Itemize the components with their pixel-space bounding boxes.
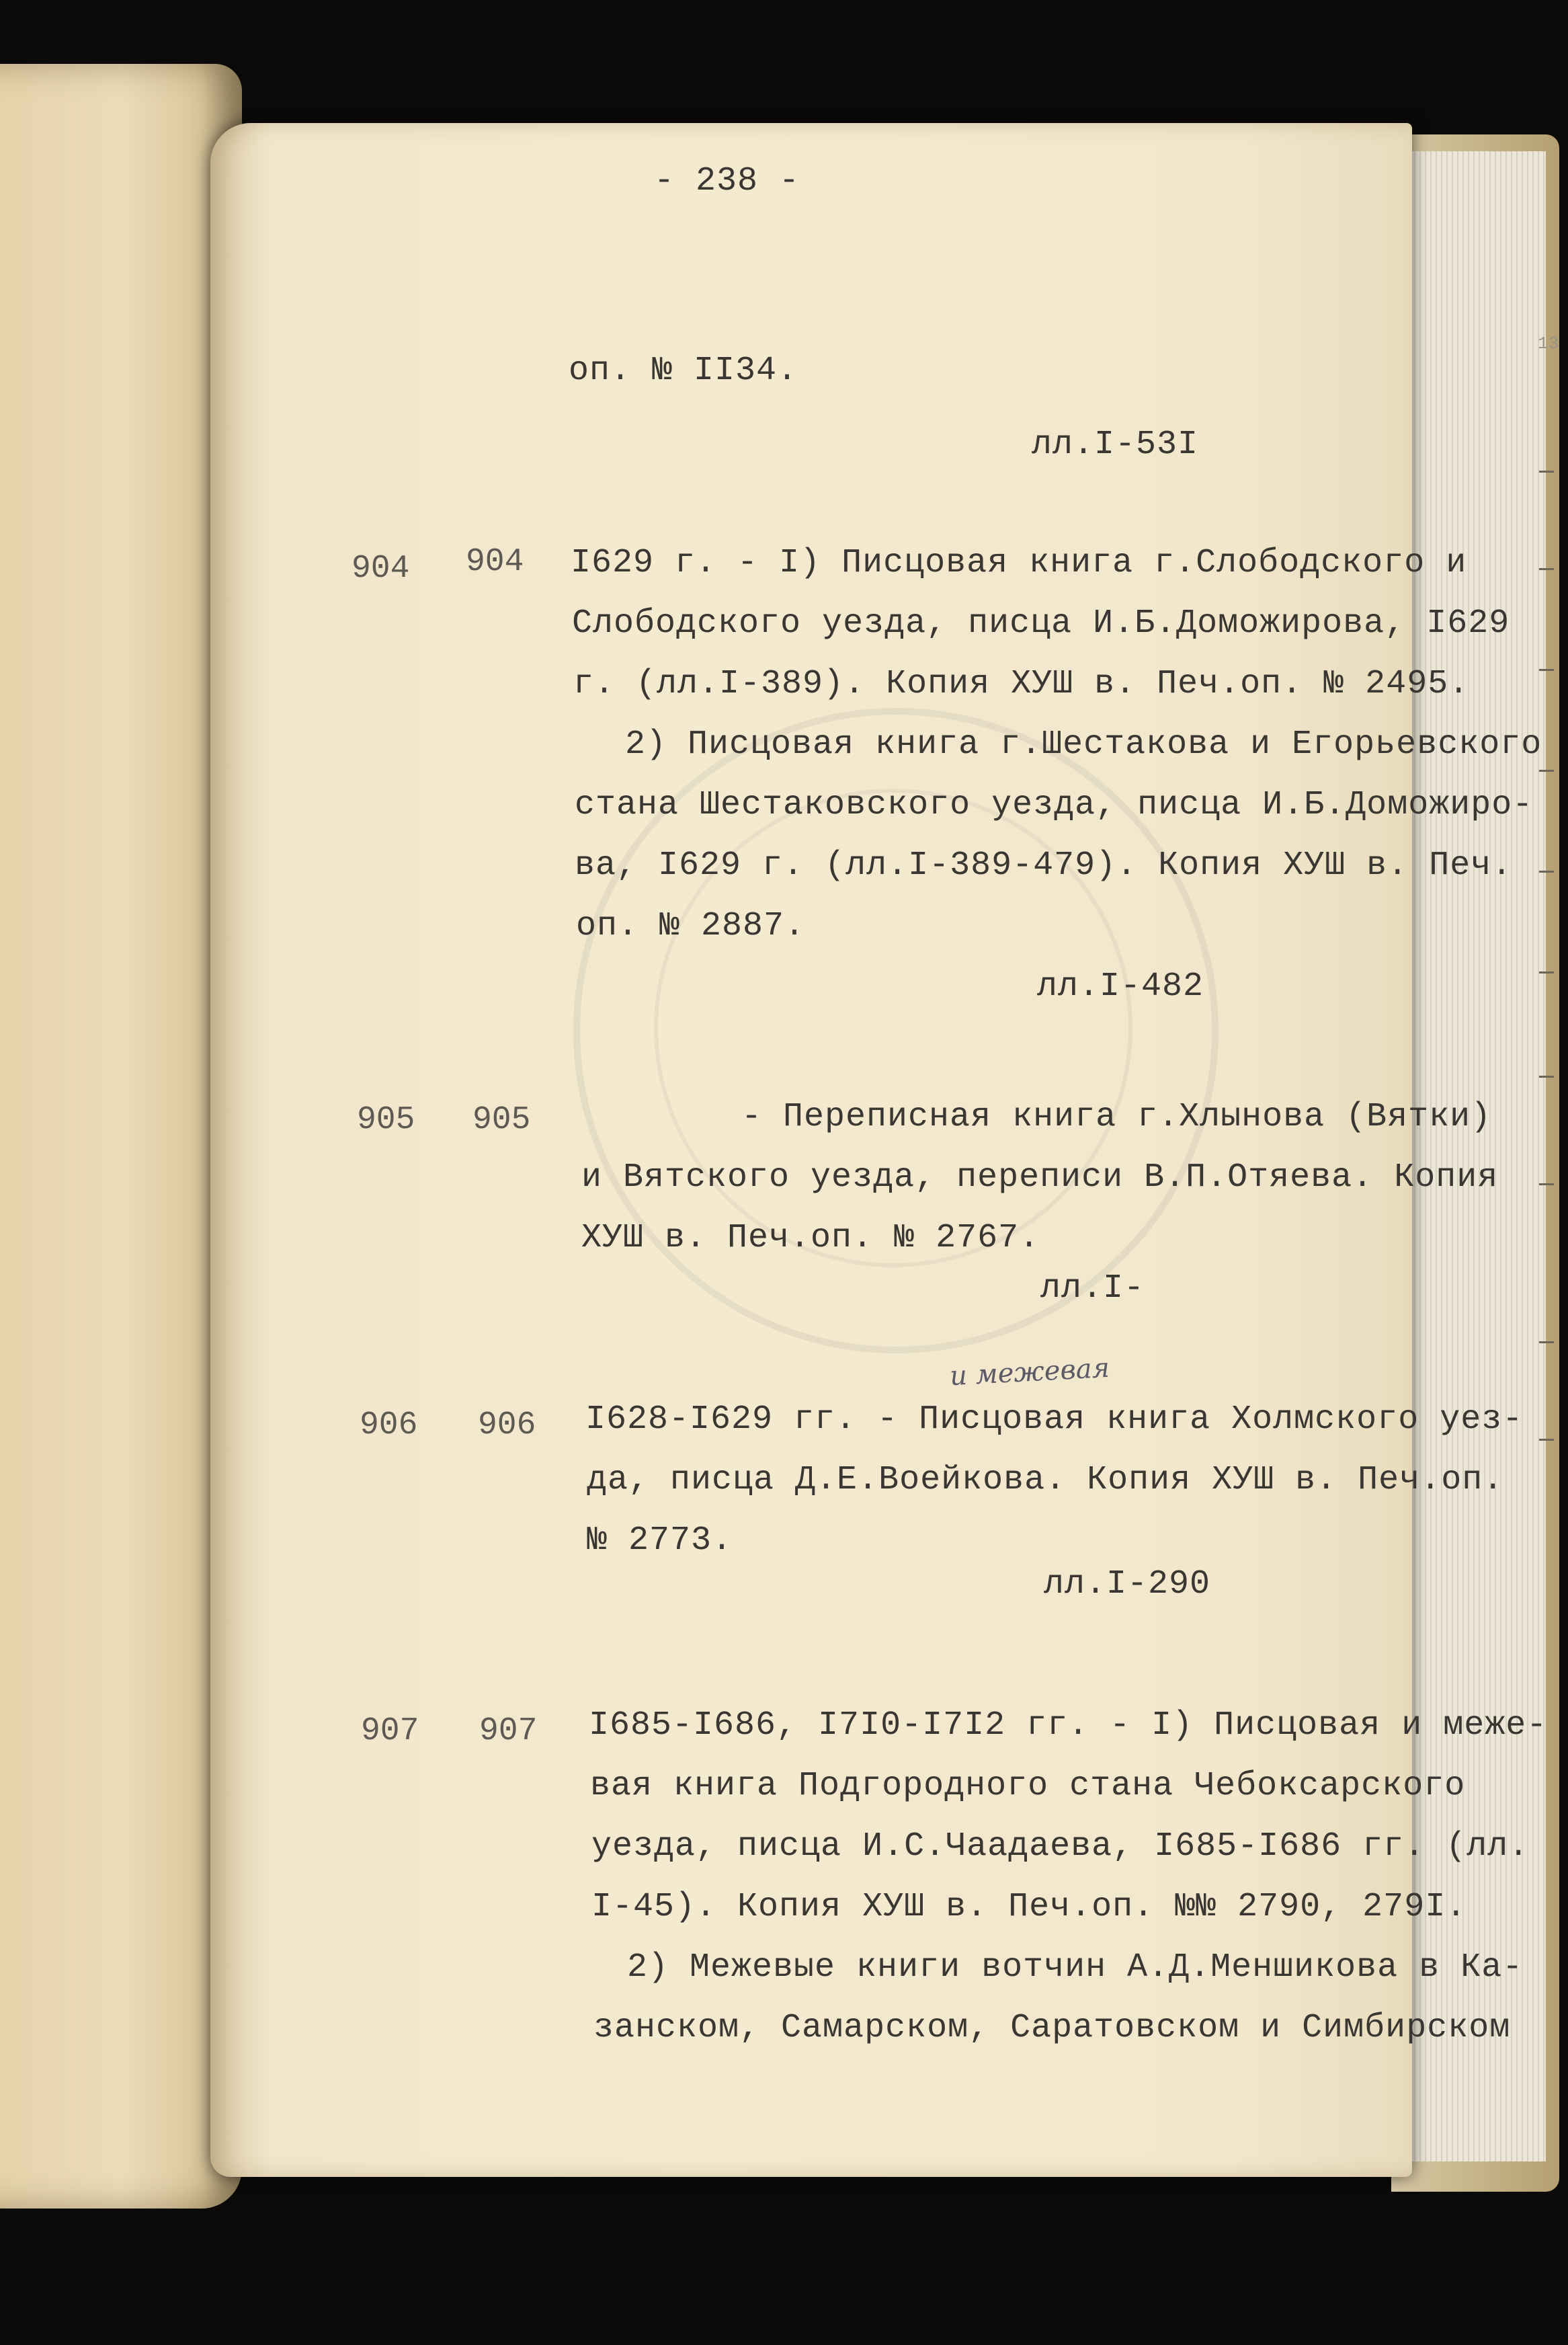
entry-line: занском, Самарском, Саратовском и Симбирском [593,2009,1511,2047]
tab-marker [1539,770,1554,772]
tab-marker [1539,1076,1554,1078]
entry-number: 906 [478,1407,536,1443]
entry-line: I-45). Копия ХУШ в. Печ.оп. №№ 2790, 279I. [591,1888,1467,1926]
entry-line: 2) Писцовая книга г.Шестакова и Егорьевского [625,725,1542,764]
entry-line: да, писца Д.Е.Воейкова. Копия ХУШ в. Печ.оп. [587,1461,1504,1499]
page-number: - 238 - [654,162,800,200]
entry-number: 904 [466,544,524,580]
entry-line: ва, I629 г. (лл.I-389-479). Копия ХУШ в. Печ. [575,846,1513,885]
entry-number-old: 905 [357,1102,415,1138]
tab-marker [1539,971,1554,973]
tab-marker [1539,871,1554,873]
tab-marker [1539,669,1554,671]
entry-line: стана Шестаковского уезда, писца И.Б.Доможиро- [575,786,1534,824]
folio-range: лл.I- [1040,1269,1145,1308]
entry-line: 2) Межевые книги вотчин А.Д.Меншикова в Ка- [627,1948,1524,1987]
folio-range: лл.I-482 [1037,967,1204,1006]
tab-marker [1539,471,1554,473]
entry-line: вая книга Подгородного стана Чебоксарского [590,1767,1466,1805]
entry-number: 907 [479,1713,538,1749]
inventory-number: оп. № II34. [569,352,798,390]
entry-line: I629 г. - I) Писцовая книга г.Слободского и [571,544,1467,582]
tab-marker [1539,1439,1554,1441]
entry-number-old: 906 [360,1407,418,1443]
left-page [0,64,242,2209]
entry-line: ХУШ в. Печ.оп. № 2767. [581,1219,1040,1257]
entry-line: и Вятского уезда, переписи В.П.Отяева. Копия [581,1158,1499,1197]
tab-marker [1539,1183,1554,1185]
entry-line: № 2773. [587,1521,733,1560]
tab-marker [1539,1341,1554,1343]
entry-line: оп. № 2887. [576,907,806,945]
entry-number-old: 904 [352,551,410,587]
entry-line: - Переписная книга г.Хлынова (Вятки) [741,1098,1492,1136]
document-page [210,123,1548,2177]
margin-mark: 13 [1538,333,1559,354]
entry-line: г. (лл.I-389). Копия ХУШ в. Печ.оп. № 2495. [573,665,1470,703]
entry-line: уезда, писца И.С.Чаадаева, I685-I686 гг. (лл. [591,1827,1530,1866]
entry-line: Слободского уезда, писца И.Б.Доможирова, I629 [572,604,1510,643]
entry-number-old: 907 [361,1713,419,1749]
entry-line: I628-I629 гг. - Писцовая книга Холмского уез- [585,1400,1524,1439]
folio-range: лл.I-53I [1032,426,1199,464]
entry-number: 905 [472,1102,531,1138]
tab-marker [1539,568,1554,570]
folio-range: лл.I-290 [1044,1565,1211,1603]
handwritten-insertion: и межевая [948,1352,1111,1392]
entry-line: I685-I686, I7I0-I7I2 гг. - I) Писцовая и меже- [589,1706,1548,1745]
